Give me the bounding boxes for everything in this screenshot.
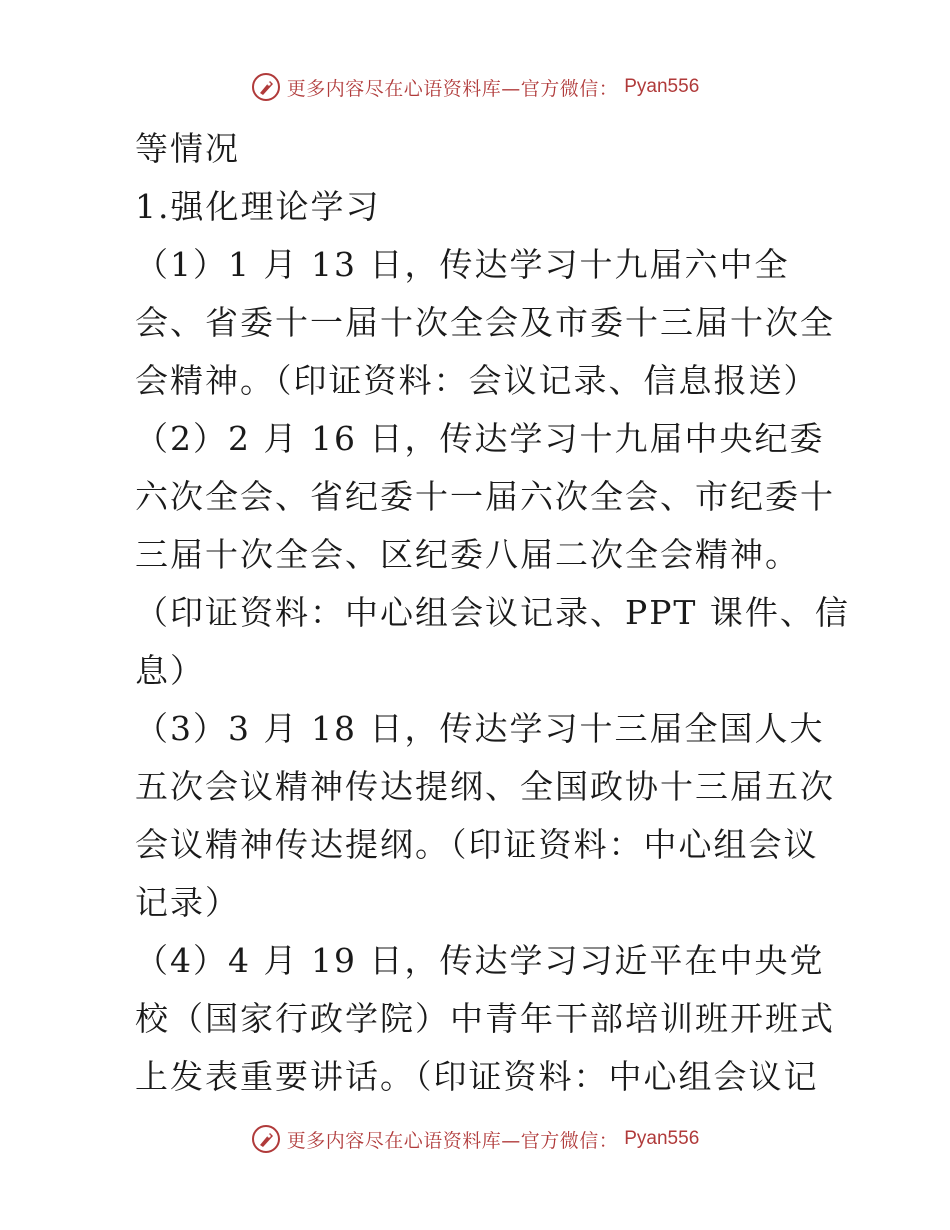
text-line: 会议精神传达提纲。（印证资料：中心组会议 xyxy=(135,825,819,864)
text-line: 校（国家行政学院）中青年干部培训班开班式 xyxy=(135,999,835,1038)
watermark-wechat-id: Pyan556 xyxy=(624,76,700,97)
text-line: 等情况 xyxy=(135,129,240,168)
text-line: 上发表重要讲话。（印证资料：中心组会议记 xyxy=(135,1057,819,1096)
text-line: 会、省委十一届十次全会及市委十三届十次全 xyxy=(135,303,835,342)
header-watermark xyxy=(0,72,950,102)
text-line: 五次会议精神传达提纲、全国政协十三届五次 xyxy=(135,767,835,806)
text-line: （1）1 月 13 日，传达学习十九届六中全 xyxy=(135,245,790,284)
text-line: 息） xyxy=(135,651,205,690)
pen-nib-logo-icon xyxy=(251,1124,281,1154)
text-line: （4）4 月 19 日，传达学习习近平在中央党 xyxy=(135,941,825,980)
watermark-wechat-id: Pyan556 xyxy=(624,1128,700,1149)
watermark-text: 更多内容尽在心语资料库—官方微信： xyxy=(286,1129,619,1152)
document-body xyxy=(135,120,850,1106)
watermark-text: 更多内容尽在心语资料库—官方微信： xyxy=(286,77,619,100)
section-heading: 1.强化理论学习 xyxy=(135,187,381,226)
text-line: 三届十次全会、区纪委八届二次全会精神。 xyxy=(135,535,800,574)
footer-watermark xyxy=(0,1124,950,1154)
text-line: 六次全会、省纪委十一届六次全会、市纪委十 xyxy=(135,477,835,516)
pen-nib-logo-icon xyxy=(251,72,281,102)
text-line: （3）3 月 18 日，传达学习十三届全国人大 xyxy=(135,709,825,748)
text-line: （2）2 月 16 日，传达学习十九届中央纪委 xyxy=(135,419,825,458)
text-line: （印证资料：中心组会议记录、PPT 课件、信 xyxy=(135,593,850,632)
text-line: 记录） xyxy=(135,883,240,922)
text-line: 会精神。（印证资料：会议记录、信息报送） xyxy=(135,361,819,400)
